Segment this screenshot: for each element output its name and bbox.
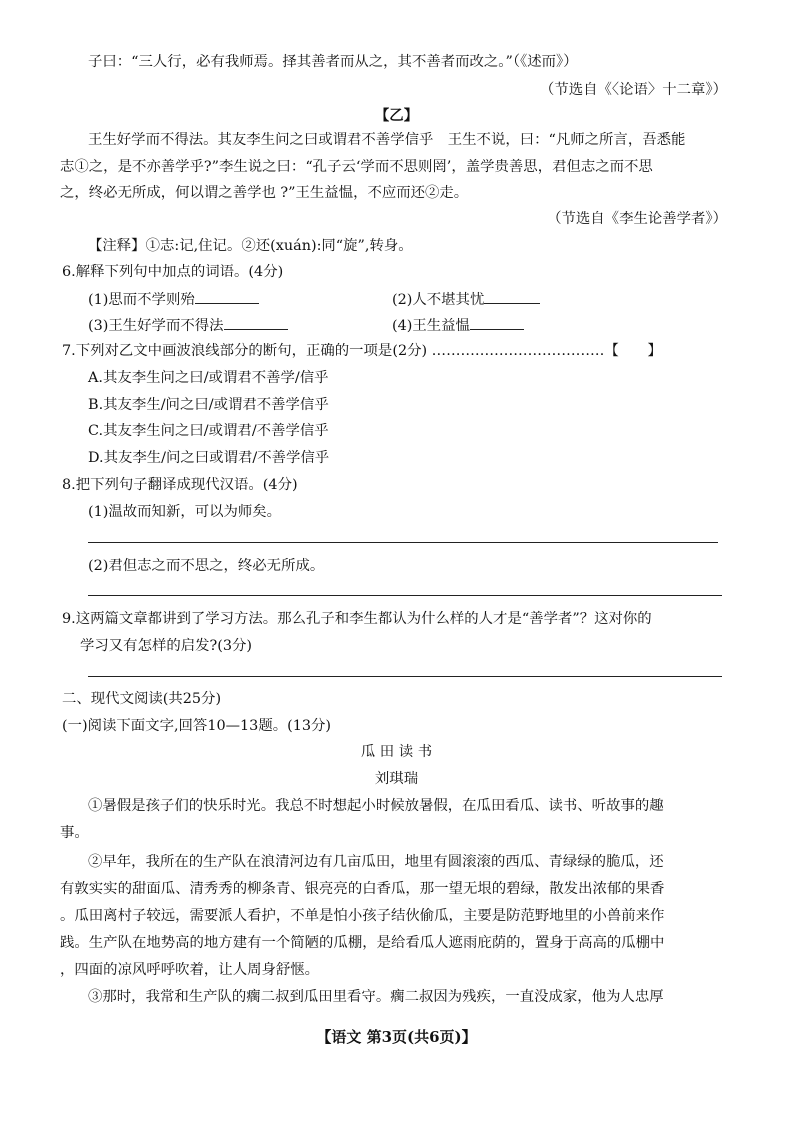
essay-p2-line-4: 践。生产队在地势高的地方建有一个简陋的瓜棚，是给看瓜人遮雨庇荫的，置身于高高的瓜棚中 (60, 935, 665, 951)
q6-answer-blank-3[interactable] (224, 315, 288, 330)
jia-source: （节选自《〈论语〉十二章》） (539, 82, 727, 98)
essay-p1-line-1: ①暑假是孩子们的快乐时光。我总不时想起小时候放暑假，在瓜田看瓜、读书、听故事的趣 (88, 798, 664, 814)
q6-item-1: (1)思而不学则殆 (88, 289, 259, 310)
yi-label: 【乙】 (374, 107, 419, 124)
yi-line-2: 志①之，是不亦善学乎?”李生说之曰：“孔子云‘学而不思则罔’，盖学贵善思，君但志之而不思 (60, 159, 653, 175)
q6-answer-blank-4[interactable] (470, 315, 524, 330)
q8-sentence-1: (1)温故而知新，可以为师矣。 (88, 504, 282, 520)
section-heading: 二、现代文阅读(共25分) (62, 691, 222, 707)
yi-notes: 【注释】①志:记,住记。②还(xuán):同“旋”,转身。 (88, 238, 413, 254)
q9-line-1: 9.这两篇文章都讲到了学习方法。那么孔子和李生都认为什么样的人才是“善学者”？这对你的 (62, 611, 652, 627)
yi-source: （节选自《李生论善学者》） (547, 211, 727, 227)
q8-stem: 8.把下列句子翻译成现代汉语。(4分) (62, 477, 298, 493)
essay-p2-line-5: ，四面的凉风呼呼吹着，让人周身舒惬。 (60, 962, 320, 978)
q6-item-2: (2)人不堪其忧 (392, 289, 540, 310)
q8-answer-line-2[interactable] (88, 595, 722, 596)
q6-answer-blank-1[interactable] (195, 289, 259, 304)
q9-line-2: 学习又有怎样的启发?(3分) (80, 638, 253, 654)
essay-p1-line-2: 事。 (60, 825, 89, 841)
yi-line-3: 之，终必无所成，何以谓之善学也 ?”王生益愠，不应而还②走。 (60, 185, 469, 201)
essay-p2-line-1: ②早年，我所在的生产队在浪清河边有几亩瓜田，地里有圆滚滚的西瓜、青绿绿的脆瓜，还 (88, 854, 664, 870)
q8-answer-line-1[interactable] (88, 542, 718, 543)
q9-answer-line[interactable] (88, 676, 722, 677)
q8-sentence-2: (2)君但志之而不思之，终必无所成。 (88, 558, 325, 574)
essay-author: 刘琪瑞 (374, 771, 419, 787)
q6-stem: 6.解释下列句中加点的词语。(4分) (62, 264, 284, 280)
q7-stem: 7.下列对乙文中画波浪线部分的断句，正确的一项是(2分) ………………………………【 】 (62, 343, 662, 359)
q6-item-4: (4)王生益愠 (392, 315, 524, 336)
jia-quote: 子曰：“三人行，必有我师焉。择其善者而从之，其不善者而改之。”（《述而》） (88, 54, 578, 70)
q7-option-a[interactable]: A.其友李生问之曰/或谓君不善学/信乎 (88, 370, 329, 386)
essay-p3-line-1: ③那时，我常和生产队的瘸二叔到瓜田里看守。瘸二叔因为残疾，一直没成家，他为人忠厚 (88, 989, 664, 1005)
essay-p2-line-3: 。瓜田离村子较远，需要派人看护，不单是怕小孩子结伙偷瓜，主要是防范野地里的小兽前来作 (60, 908, 665, 924)
section-subheading: (一)阅读下面文字,回答10—13题。(13分) (62, 718, 332, 734)
yi-line-1: 王生好学而不得法。其友李生问之曰或谓君不善学信乎 王生不说，曰：“凡师之所言，吾悉能 (88, 132, 686, 148)
page-footer: 【语文 第3页(共6页)】 (316, 1028, 477, 1046)
essay-title: 瓜 田 读 书 (360, 744, 433, 760)
q7-option-b[interactable]: B.其友李生/问之曰/或谓君不善学信乎 (88, 397, 329, 413)
q7-option-c[interactable]: C.其友李生问之曰/或谓君/不善学信乎 (88, 423, 329, 439)
q7-option-d[interactable]: D.其友李生/问之曰或谓君/不善学信乎 (88, 450, 330, 466)
essay-p2-line-2: 有敦实实的甜面瓜、清秀秀的柳条青、银亮亮的白香瓜，那一望无垠的碧绿，散发出浓郁的果香 (60, 881, 665, 897)
q6-answer-blank-2[interactable] (484, 289, 540, 304)
q6-item-3: (3)王生好学而不得法 (88, 315, 288, 336)
